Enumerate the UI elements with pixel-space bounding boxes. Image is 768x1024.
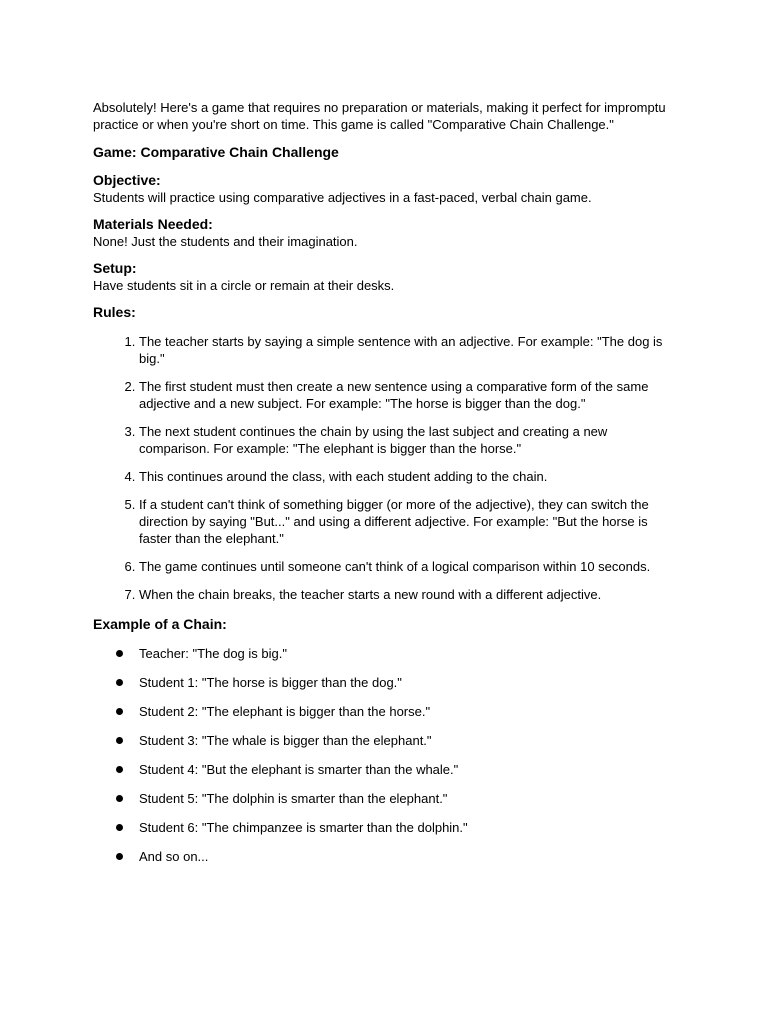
game-title: Game: Comparative Chain Challenge (93, 144, 339, 160)
example-heading: Example of a Chain: (93, 616, 227, 632)
materials-section (93, 215, 673, 250)
example-item: Student 1: "The horse is bigger than the dog." (139, 674, 673, 691)
rule-item: 3. The next student continues the chain by using the last subject and creating a new comparison. For example: "The elephant is bigger than the horse." (139, 423, 673, 457)
setup-text: Have students sit in a circle or remain at their desks. (93, 278, 395, 293)
objective-heading: Objective: (93, 172, 161, 188)
rules-heading: Rules: (93, 304, 136, 320)
intro-paragraph: Absolutely! Here's a game that requires no preparation or materials, making it perfect for impromptu practice or when you're short on time. This game is called "Comparative Chain Challenge." (93, 100, 666, 132)
rule-item: 2. The first student must then create a new sentence using a comparative form of the same adjective and a new subject. For example: "The horse is bigger than the dog." (139, 378, 673, 412)
rule-item: 7. When the chain breaks, the teacher starts a new round with a different adjective. (139, 586, 673, 603)
example-item: Teacher: "The dog is big." (139, 645, 673, 662)
example-item: Student 4: "But the elephant is smarter than the whale." (139, 761, 673, 778)
materials-heading: Materials Needed: (93, 216, 213, 232)
example-item: Student 6: "The chimpanzee is smarter than the dolphin." (139, 819, 673, 836)
example-item: Student 5: "The dolphin is smarter than the elephant." (139, 790, 673, 807)
materials-text: None! Just the students and their imagination. (93, 234, 358, 249)
example-item: Student 2: "The elephant is bigger than the horse." (139, 703, 673, 720)
setup-section (93, 259, 673, 294)
setup-heading: Setup: (93, 260, 137, 276)
document-page (93, 99, 673, 877)
objective-section (93, 171, 673, 206)
rule-item: 4. This continues around the class, with each student adding to the chain. (139, 468, 673, 485)
rules-list (93, 333, 673, 603)
rule-item: 1. The teacher starts by saying a simple sentence with an adjective. For example: "The dog is big." (139, 333, 673, 367)
rule-item: 6. The game continues until someone can't think of a logical comparison within 10 seconds. (139, 558, 673, 575)
example-item: And so on... (139, 848, 673, 865)
rule-item: 5. If a student can't think of something bigger (or more of the adjective), they can switch the direction by saying "But..." and using a different adjective. For example: "But the horse is faster than the elephant." (139, 496, 673, 547)
example-chain-list (93, 645, 673, 865)
objective-text: Students will practice using comparative adjectives in a fast-paced, verbal chain game. (93, 190, 592, 205)
example-item: Student 3: "The whale is bigger than the elephant." (139, 732, 673, 749)
